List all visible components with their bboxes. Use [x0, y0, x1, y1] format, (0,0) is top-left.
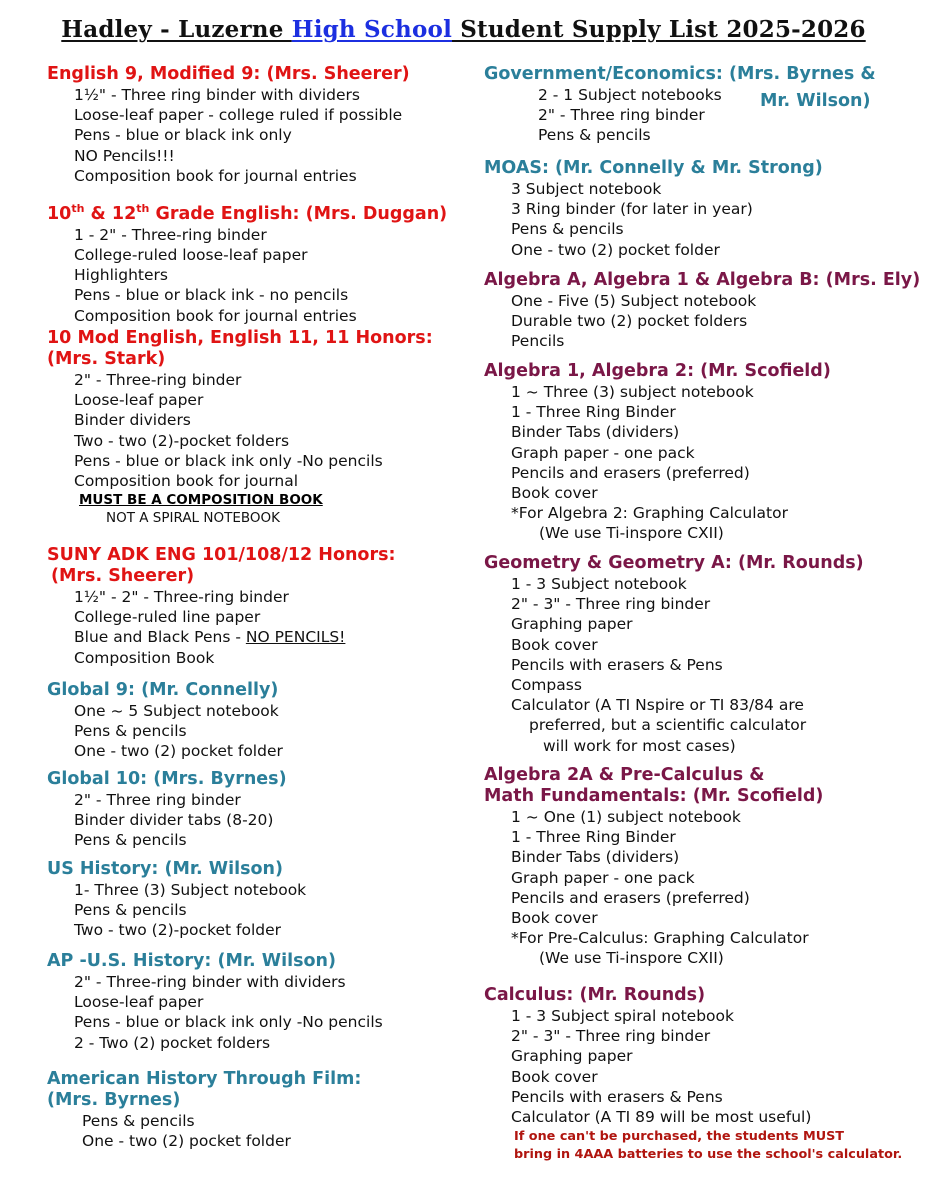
list-item: Book cover [511, 635, 598, 654]
section-heading-teacher: (Mrs. Byrnes) [47, 1090, 181, 1110]
list-item: Pencils with erasers & Pens [511, 1087, 723, 1106]
list-item: One - two (2) pocket folder [82, 1132, 291, 1151]
list-item: One - two (2) pocket folder [511, 240, 720, 259]
section-heading: Global 10: (Mrs. Byrnes) [47, 769, 287, 789]
list-item: *For Algebra 2: Graphing Calculator [511, 504, 788, 523]
list-item: 2" - Three ring binder [538, 106, 705, 125]
list-item: College-ruled loose-leaf paper [74, 246, 308, 265]
list-item: *For Pre-Calculus: Graphing Calculator [511, 929, 809, 948]
section-heading: 10 Mod English, English 11, 11 Honors: [47, 328, 433, 348]
section-heading: Algebra 1, Algebra 2: (Mr. Scofield) [484, 361, 831, 381]
section-heading: US History: (Mr. Wilson) [47, 859, 283, 879]
page-title [0, 16, 927, 43]
list-item: Pens & pencils [74, 722, 187, 741]
list-item: 1 ~ Three (3) subject notebook [511, 383, 754, 401]
must-composition-note: MUST BE A COMPOSITION BOOK [79, 492, 323, 509]
list-item: Pens - blue or black ink - no pencils [74, 286, 349, 305]
list-item: Calculator (A TI Nspire or TI 83/84 are [511, 696, 804, 715]
list-item: 3 Ring binder (for later in year) [511, 200, 753, 219]
section-ap-us-history [47, 951, 467, 1069]
list-item: Binder Tabs (dividers) [511, 423, 680, 442]
list-item: Graph paper - one pack [511, 868, 695, 887]
section-calculus [484, 985, 924, 1164]
section-heading-teacher: Mr. Wilson) [760, 91, 871, 111]
list-item: Composition book for journal entries [74, 166, 357, 185]
list-item: Calculator (A TI 89 will be most useful) [511, 1108, 812, 1127]
list-item: Pens & pencils [74, 831, 187, 850]
title-pre: Hadley - Luzerne [61, 16, 292, 43]
list-item: Pens & pencils [74, 901, 187, 920]
list-item: Graphing paper [511, 615, 633, 634]
section-heading: Geometry & Geometry A: (Mr. Rounds) [484, 553, 864, 573]
list-item: Binder dividers [74, 411, 191, 430]
list-item: Pencils with erasers & Pens [511, 655, 723, 674]
list-item: (We use Ti-inspore CXII) [539, 949, 724, 968]
list-item: 1½" - 2" - Three-ring binder [74, 588, 289, 606]
section-algebra-1-2 [484, 361, 924, 553]
list-item: Composition book for journal [74, 472, 299, 491]
section-heading: Algebra A, Algebra 1 & Algebra B: (Mrs. Ely) [484, 270, 921, 290]
list-item: 2 - Two (2) pocket folders [74, 1033, 271, 1052]
section-global-9 [47, 680, 467, 769]
list-item: 1 - Three Ring Binder [511, 828, 676, 847]
title-post: Student Supply List 2025-2026 [452, 16, 866, 43]
list-item: Graphing paper [511, 1047, 633, 1066]
list-item: preferred, but a scientific calculator [529, 716, 807, 735]
list-item: Two - two (2)-pocket folders [74, 431, 290, 450]
not-spiral-note: NOT A SPIRAL NOTEBOOK [106, 510, 280, 527]
calculator-note-line2: bring in 4AAA batteries to use the school's calculator. [514, 1147, 903, 1163]
list-item: Pencils [511, 332, 565, 351]
list-item: College-ruled line paper [74, 608, 261, 627]
list-item: Binder divider tabs (8-20) [74, 811, 274, 830]
left-column [47, 64, 467, 1151]
calculator-note-line1: If one can't be purchased, the students MUST [514, 1129, 845, 1145]
list-item: Compass [511, 676, 582, 695]
section-algebra-2a-precalc [484, 765, 924, 985]
list-item: One - Five (5) Subject notebook [511, 292, 757, 310]
title-high-school: High School [291, 16, 453, 43]
list-item: Composition Book [74, 648, 215, 667]
list-item: Highlighters [74, 266, 168, 285]
list-item: Pens & pencils [538, 126, 651, 145]
section-heading: AP -U.S. History: (Mr. Wilson) [47, 951, 336, 971]
list-item: NO Pencils!!! [74, 146, 175, 165]
list-item: 1- Three (3) Subject notebook [74, 881, 307, 899]
list-item: Pencils and erasers (preferred) [511, 888, 750, 907]
section-suny-adk [47, 545, 467, 680]
list-item: Graph paper - one pack [511, 443, 695, 462]
section-us-history [47, 859, 467, 951]
list-item: Pens - blue or black ink only -No pencils [74, 451, 383, 470]
section-geometry [484, 553, 924, 765]
list-item: One - two (2) pocket folder [74, 742, 283, 761]
list-item: Pencils and erasers (preferred) [511, 463, 750, 482]
right-column [484, 64, 924, 1164]
section-government-economics [484, 64, 924, 158]
list-item: 1 - Three Ring Binder [511, 403, 676, 422]
section-moas [484, 158, 924, 270]
list-item: Pens - blue or black ink only [74, 126, 292, 145]
list-item: 2" - Three-ring binder [74, 371, 242, 389]
list-item: 1 - 2" - Three-ring binder [74, 225, 267, 244]
list-item: 2 - 1 Subject notebooks [538, 86, 722, 104]
list-item: Loose-leaf paper [74, 391, 204, 410]
section-heading: MOAS: (Mr. Connelly & Mr. Strong) [484, 158, 823, 178]
list-item: Pens - blue or black ink only -No pencils [74, 1013, 383, 1032]
section-heading: SUNY ADK ENG 101/108/12 Honors: [47, 545, 396, 565]
section-10-12-english [47, 198, 467, 328]
list-item: 1 ~ One (1) subject notebook [511, 808, 741, 826]
section-american-history-film [47, 1069, 467, 1151]
list-item: Binder Tabs (dividers) [511, 848, 680, 867]
list-item: will work for most cases) [543, 736, 736, 755]
list-item: (We use Ti-inspore CXII) [539, 524, 724, 543]
list-item: 2" - 3" - Three ring binder [511, 1027, 711, 1046]
section-heading: Global 9: (Mr. Connelly) [47, 680, 279, 700]
list-item: 1 - 3 Subject notebook [511, 575, 687, 593]
section-algebra-a [484, 270, 924, 361]
section-10-mod-english [47, 328, 467, 545]
list-item: Durable two (2) pocket folders [511, 312, 748, 331]
list-item: 1½" - Three ring binder with dividers [74, 86, 360, 104]
section-heading-teacher: (Mrs. Stark) [47, 349, 166, 369]
section-heading: American History Through Film: [47, 1069, 362, 1089]
list-item: Blue and Black Pens - NO PENCILS! [74, 628, 346, 647]
list-item: 1 - 3 Subject spiral notebook [511, 1007, 734, 1025]
list-item: 2" - Three-ring binder with dividers [74, 973, 346, 991]
list-item: Book cover [511, 909, 598, 928]
section-heading: 10th & 12th Grade English: (Mrs. Duggan) [47, 202, 448, 224]
list-item: One ~ 5 Subject notebook [74, 702, 279, 720]
list-item: 2" - 3" - Three ring binder [511, 595, 711, 614]
list-item: Composition book for journal entries [74, 306, 357, 325]
list-item: Pens & pencils [82, 1112, 195, 1130]
list-item: 2" - Three ring binder [74, 791, 241, 809]
section-heading: Government/Economics: (Mrs. Byrnes & [484, 64, 876, 84]
list-item: Loose-leaf paper [74, 993, 204, 1012]
list-item: Book cover [511, 1067, 598, 1086]
section-english-9 [47, 64, 467, 198]
section-heading-teacher: (Mrs. Sheerer) [51, 566, 195, 586]
section-heading: Calculus: (Mr. Rounds) [484, 985, 706, 1005]
section-global-10 [47, 769, 467, 859]
section-heading: English 9, Modified 9: (Mrs. Sheerer) [47, 64, 410, 84]
list-item: Pens & pencils [511, 220, 624, 239]
list-item: Book cover [511, 484, 598, 503]
section-heading: Algebra 2A & Pre-Calculus & [484, 765, 765, 785]
section-heading-line2: Math Fundamentals: (Mr. Scofield) [484, 786, 824, 806]
list-item: Loose-leaf paper - college ruled if possible [74, 106, 403, 125]
list-item: 3 Subject notebook [511, 180, 662, 198]
list-item: Two - two (2)-pocket folder [74, 921, 282, 940]
